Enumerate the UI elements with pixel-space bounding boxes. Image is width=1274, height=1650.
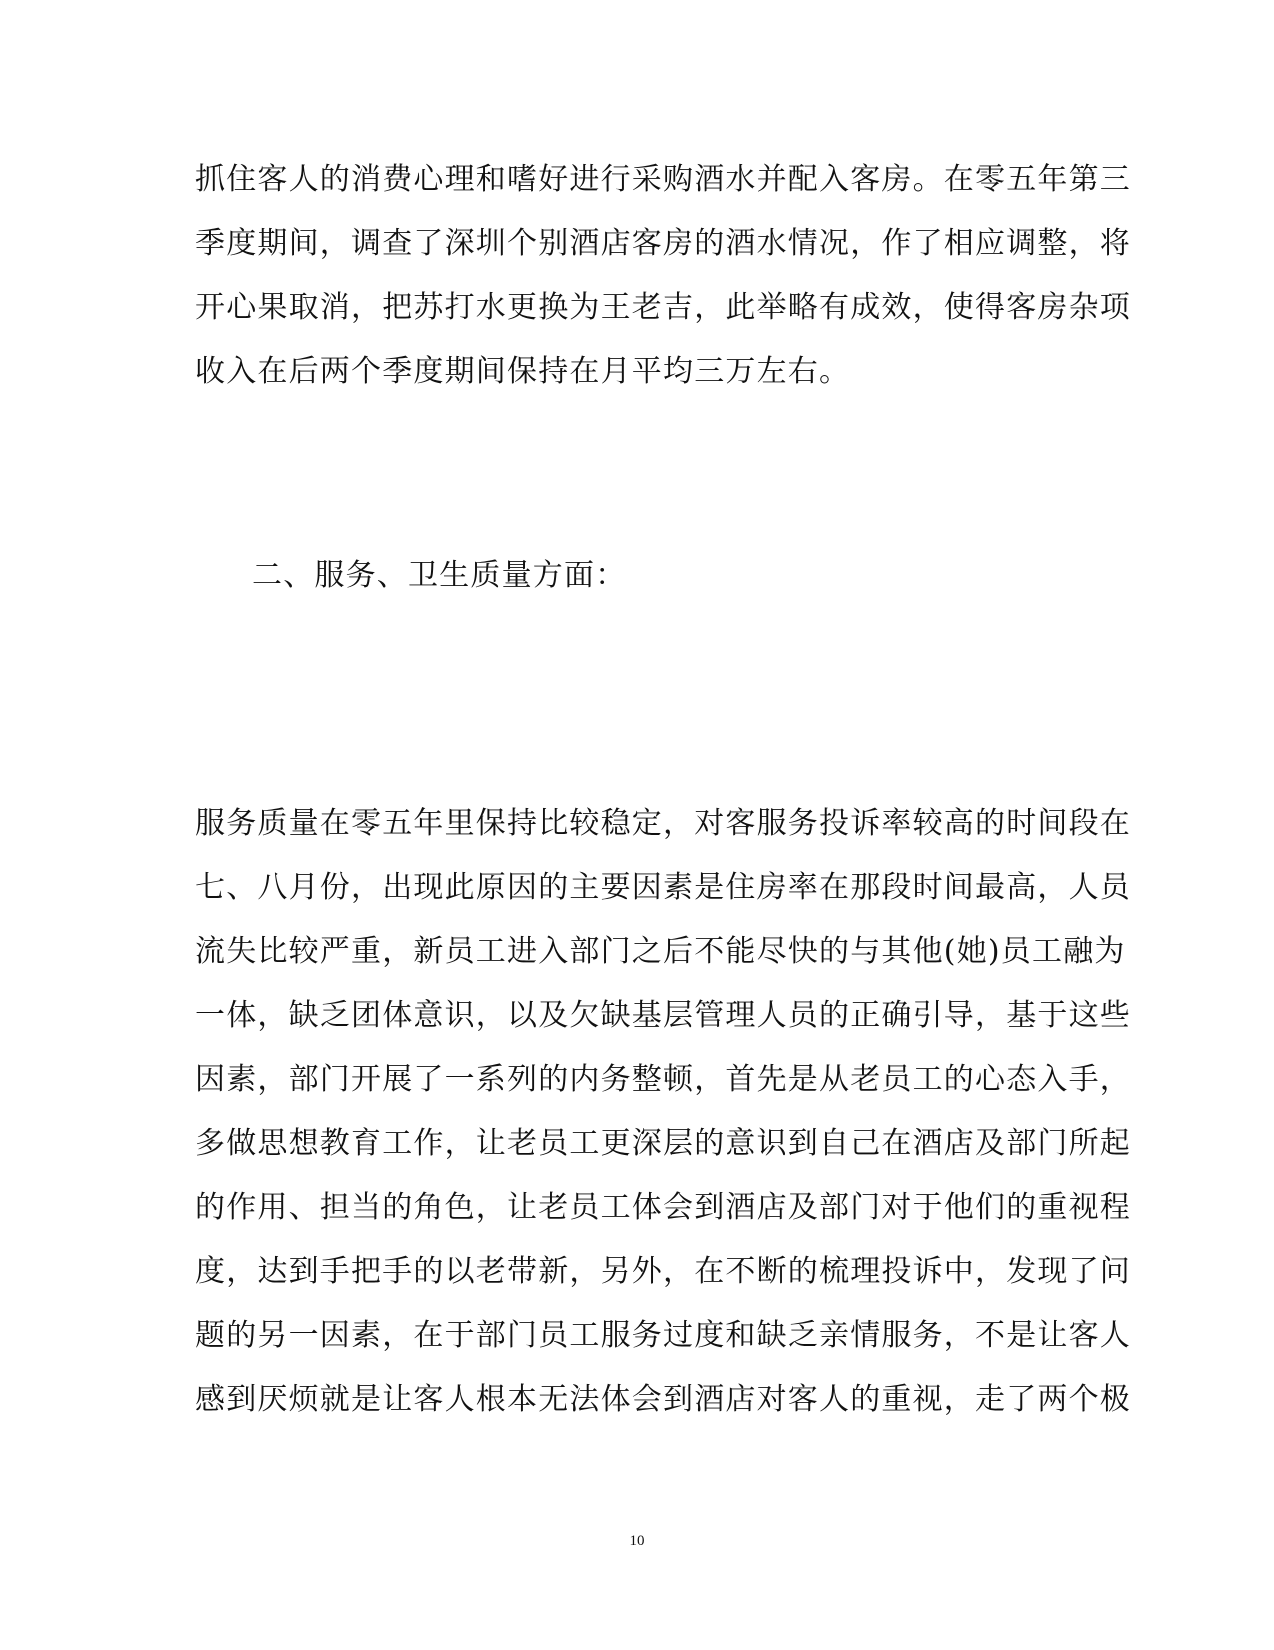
- paragraph-2-line-5: 因素，部门开展了一系列的内务整顿，首先是从老员工的心态入手，: [195, 1062, 1131, 1097]
- paragraph-2-line-3: 流失比较严重，新员工进入部门之后不能尽快的与其他(她)员工融为: [195, 934, 1126, 969]
- section-heading: 二、服务、卫生质量方面：: [252, 558, 627, 593]
- paragraph-2-line-1: 服务质量在零五年里保持比较稳定，对客服务投诉率较高的时间段在: [195, 806, 1131, 841]
- paragraph-2-line-7: 的作用、担当的角色，让老员工体会到酒店及部门对于他们的重视程: [195, 1190, 1131, 1225]
- paragraph-1-line-3: 开心果取消，把苏打水更换为王老吉，此举略有成效，使得客房杂项: [195, 290, 1131, 325]
- paragraph-1-line-4: 收入在后两个季度期间保持在月平均三万左右。: [195, 354, 851, 389]
- page-number: 10: [629, 1533, 645, 1549]
- paragraph-2-line-8: 度，达到手把手的以老带新，另外，在不断的梳理投诉中，发现了问: [195, 1254, 1131, 1289]
- paragraph-2-line-9: 题的另一因素，在于部门员工服务过度和缺乏亲情服务，不是让客人: [195, 1318, 1131, 1353]
- paragraph-2-line-4: 一体，缺乏团体意识，以及欠缺基层管理人员的正确引导，基于这些: [195, 998, 1131, 1033]
- paragraph-2-line-10: 感到厌烦就是让客人根本无法体会到酒店对客人的重视，走了两个极: [195, 1382, 1131, 1417]
- paragraph-1-line-2: 季度期间，调查了深圳个别酒店客房的酒水情况，作了相应调整，将: [195, 226, 1131, 261]
- paragraph-2-line-2: 七、八月份，出现此原因的主要因素是住房率在那段时间最高，人员: [195, 870, 1131, 905]
- paragraph-1-line-1: 抓住客人的消费心理和嗜好进行采购酒水并配入客房。在零五年第三: [195, 162, 1131, 197]
- paragraph-2-line-6: 多做思想教育工作，让老员工更深层的意识到自己在酒店及部门所起: [195, 1126, 1131, 1161]
